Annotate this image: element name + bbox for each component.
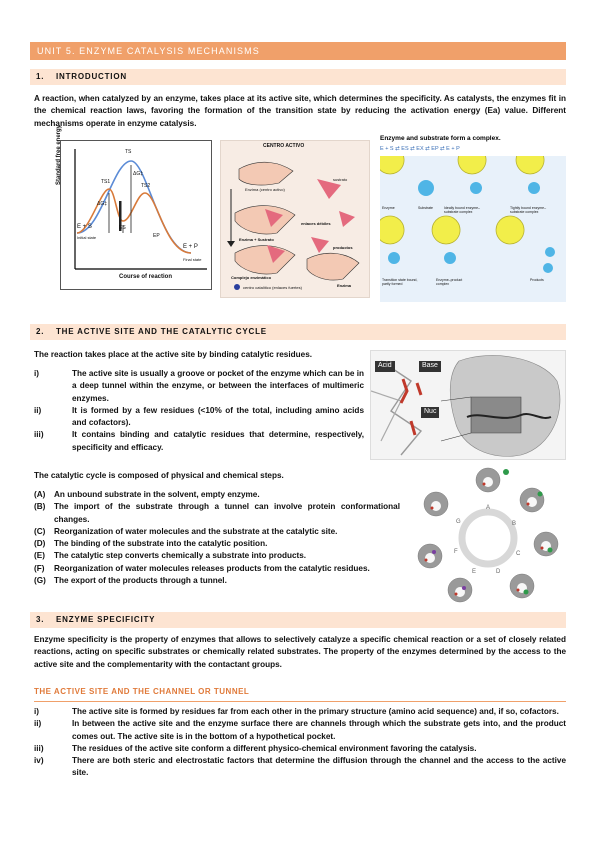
- cycle-letter: G: [456, 519, 461, 525]
- base-label: Base: [419, 361, 441, 372]
- section-heading-introduction: [30, 69, 566, 85]
- active-site-cartoon: [220, 140, 370, 298]
- list-text: The active site is formed by residues far from each other in the primary structure (amino acid sequence) and, if so, cofactors.: [72, 707, 559, 716]
- cycle-letter: A: [486, 505, 491, 511]
- list-item: [34, 755, 566, 780]
- energy-reactants-label: E + S: [77, 224, 92, 230]
- list-text: Reorganization of water molecules releases products from the catalytic residues.: [54, 563, 370, 573]
- section-heading-active-site: [30, 324, 566, 340]
- list-marker: ii): [34, 719, 42, 729]
- catalytic-cycle-diagram: [410, 464, 566, 610]
- cycle-intro: The catalytic cycle is composed of physical and chemical steps.: [34, 471, 284, 480]
- list-text: The binding of the substrate into the catalytic position.: [54, 539, 268, 549]
- list-item: [34, 489, 400, 501]
- section-number: 1.: [36, 72, 45, 81]
- list-text: Reorganization of water molecules and the substrate at the catalytic site.: [54, 526, 338, 536]
- section-number: 2.: [36, 327, 45, 336]
- section-title: THE ACTIVE SITE AND THE CATALYTIC CYCLE: [56, 327, 267, 336]
- cartoon-enzima-sustrato-label: Enzima + Sustrato: [239, 237, 274, 242]
- active-site-list: [34, 368, 364, 454]
- cartoon-enzima2-label: Enzima: [337, 283, 352, 288]
- active-site-intro: The reaction takes place at the active site by binding catalytic residues.: [34, 350, 313, 359]
- list-marker: (B): [34, 502, 46, 512]
- list-marker: (F): [34, 563, 45, 573]
- complex-cell-label: Transition state bound, partly formed: [382, 278, 418, 287]
- channel-list: [34, 706, 566, 780]
- list-text: The export of the products through a tunnel.: [54, 576, 227, 586]
- energy-es-label: ES: [119, 225, 126, 231]
- cycle-letter: D: [496, 569, 501, 575]
- list-text: It contains binding and catalytic residues that determine, respectively, specificity and efficacy.: [72, 430, 364, 452]
- list-text: An unbound substrate in the solvent, empty enzyme.: [54, 490, 260, 499]
- complex-panel: [380, 156, 566, 302]
- complex-cell-label: Enzyme: [382, 206, 395, 210]
- enzyme-substrate-complex-figure: [380, 134, 566, 304]
- list-item: [34, 526, 400, 538]
- energy-final-label: Final state: [183, 257, 202, 262]
- list-text: It is formed by a few residues (<10% of the total, including amino acids and cofactors).: [72, 405, 364, 428]
- complex-caption: Enzyme and substrate form a complex.: [380, 135, 501, 142]
- energy-ts2-label: TS2: [141, 183, 151, 189]
- intro-paragraph: A reaction, when catalyzed by an enzyme, takes place at its active site, which determines the specificity. As catalysts, the enzymes fit in the chemical reaction laws, favoring the formation of the transition state by reducing the activation energy (Ea) value. Different mechanisms operate in enzyme catalysis.: [34, 94, 566, 128]
- list-item: [34, 368, 364, 405]
- list-marker: i): [34, 369, 40, 378]
- energy-ts1-label: TS1: [101, 179, 111, 185]
- cycle-letter: C: [516, 551, 521, 557]
- list-item: [34, 429, 364, 454]
- energy-diagram-figure: [56, 124, 212, 290]
- protein-structure-figure: [370, 350, 566, 460]
- cartoon-centro-cat-label: centro catalítico (enlaces fuertes): [243, 285, 302, 290]
- list-text: The import of the substrate through a tunnel can involve protein conformational changes.: [54, 502, 400, 524]
- list-marker: ii): [34, 405, 42, 415]
- list-item: [34, 743, 566, 755]
- complex-cell-label: Tightly bound enzyme–substrate complex: [510, 206, 547, 215]
- list-text: The active site is usually a groove or pocket of the enzyme which can be in a deep tunnel within the enzyme, or between the interfaces of multimeric enzymes.: [72, 369, 364, 403]
- cartoon-enlaces-label: enlaces débiles: [301, 221, 331, 226]
- acid-label: Acid: [375, 361, 395, 372]
- list-item: [34, 501, 400, 526]
- cartoon-complejo-label: Complejo enzimático: [231, 275, 272, 280]
- energy-ep-label: EP: [153, 233, 160, 239]
- list-text: The catalytic step converts chemically a substrate into products.: [54, 551, 307, 561]
- list-item: [34, 405, 364, 430]
- list-marker: (D): [34, 539, 46, 549]
- complex-cell-label: Ideally bound enzyme–substrate complex: [444, 206, 480, 215]
- list-marker: i): [34, 707, 40, 716]
- list-marker: (E): [34, 551, 45, 561]
- catalytic-cycle-list: [34, 489, 400, 587]
- energy-g-uncat-label: ΔG‡: [133, 171, 144, 177]
- list-marker: iii): [34, 430, 44, 440]
- cycle-letter: E: [472, 569, 477, 575]
- complex-cell-label: Substrate: [418, 206, 433, 210]
- cartoon-enzima-label: Enzima (centro activo): [245, 187, 285, 192]
- list-item: [34, 706, 566, 718]
- list-text: In between the active site and the enzyme surface there are channels through which the substrate gets into, and the product comes out. The active site is in the bottom of a hypothetical pocket.: [72, 719, 566, 741]
- channel-subheading: THE ACTIVE SITE AND THE CHANNEL OR TUNNEL: [34, 686, 566, 702]
- unit-title: UNIT 5. ENZYME CATALYSIS MECHANISMS: [30, 42, 566, 60]
- list-item: [34, 538, 400, 550]
- section-title: ENZYME SPECIFICITY: [56, 615, 156, 624]
- complex-equation: E + S ⇄ ES ⇄ EX ⇄ EP ⇄ E + P: [380, 145, 460, 152]
- list-text: The residues of the active site conform a different physico-chemical environment favoring the catalysis.: [72, 743, 477, 753]
- list-text: There are both steric and electrostatic factors that determine the diffusion through the channel and the access to the active site.: [72, 756, 566, 778]
- energy-products-label: E + P: [183, 244, 198, 250]
- section-heading-specificity: [30, 612, 566, 628]
- section-title: INTRODUCTION: [56, 72, 127, 81]
- list-marker: iii): [34, 743, 44, 753]
- list-marker: (G): [34, 576, 46, 586]
- cycle-letter: B: [512, 521, 517, 527]
- cartoon-centro-label: CENTRO ACTIVO: [263, 143, 305, 149]
- list-item: [34, 718, 566, 743]
- list-marker: iv): [34, 756, 44, 766]
- list-marker: (C): [34, 526, 46, 536]
- cartoon-sustrato-label: sustrato: [333, 177, 348, 182]
- complex-cell-label: Enzyme–product complex: [436, 278, 463, 287]
- energy-ylabel: Standard free energy: [56, 124, 62, 185]
- specificity-paragraph: Enzyme specificity is the property of enzymes that allows to selectively catalyze a specific chemical reaction or a set of closely related reactions, acting on specific substrates or chemically related substrates. The property of the enzymes determined by the access to the active site and the complementarity with the contactant groups.: [34, 635, 566, 669]
- cartoon-productos-label: productos: [333, 245, 353, 250]
- intro-figures: [34, 124, 566, 306]
- list-item: [34, 575, 400, 587]
- energy-g-cat-label: ΔG‡: [97, 201, 108, 207]
- list-item: [34, 550, 400, 562]
- cycle-letter: F: [454, 549, 458, 555]
- list-item: [34, 563, 400, 575]
- energy-initial-label: Initial state: [77, 235, 97, 240]
- section-number: 3.: [36, 615, 45, 624]
- nuc-label: Nuc: [421, 407, 439, 418]
- list-marker: (A): [34, 490, 46, 499]
- complex-cell-label: Products: [530, 278, 544, 282]
- energy-ts-label: TS: [125, 149, 132, 155]
- energy-xlabel: Course of reaction: [119, 274, 173, 280]
